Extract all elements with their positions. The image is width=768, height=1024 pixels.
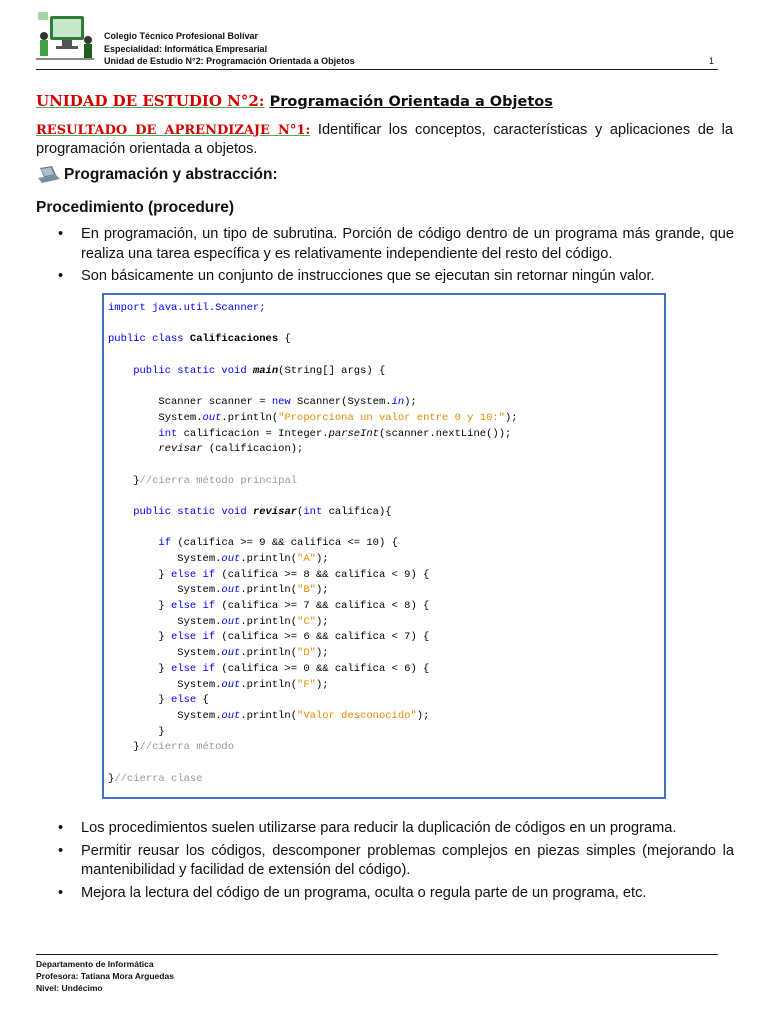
code-line: Scanner scanner = new Scanner(System.in);: [108, 396, 417, 409]
teacher: Profesora: Tatiana Mora Arguedas: [36, 971, 174, 981]
list-item: • Permitir reusar los códigos, descomponer problemas complejos en piezas simples (mejorando la mantenibilidad y facilidad de extensión del código).: [58, 842, 734, 881]
code-line: System.out.println("F");: [108, 678, 329, 691]
page-number: 1: [708, 56, 714, 66]
unit-name: Programación Orientada a Objetos: [269, 94, 553, 110]
code-line: }//cierra método principal: [108, 474, 298, 487]
code-line: [108, 458, 660, 474]
code-line: } else {: [108, 694, 209, 707]
code-line: [108, 379, 660, 395]
bullet-list-top: [58, 225, 734, 290]
code-line: System.out.println("B");: [108, 584, 329, 597]
code-line: [108, 317, 660, 333]
code-line: if (califica >= 9 && califica <= 10) {: [158, 537, 398, 550]
unit-title: [36, 92, 553, 110]
unit-label: UNIDAD DE ESTUDIO N°2:: [36, 92, 265, 110]
list-item: • Los procedimientos suelen utilizarse para reducir la duplicación de códigos en un programa.: [58, 819, 734, 839]
code-line: }//cierra método: [108, 741, 235, 754]
code-line: import java.util.Scanner;: [108, 302, 266, 314]
code-line: System.out.println("Valor desconocido");: [108, 709, 430, 722]
code-line: [108, 489, 660, 505]
code-block: [102, 293, 666, 799]
code-line: [108, 756, 660, 772]
header-text: [104, 30, 355, 68]
code-line: } else if (califica >= 0 && califica < 6) {: [108, 662, 430, 675]
outcome-text: Identificar los conceptos, características y aplicaciones de la programación orientada a objetos.: [36, 122, 733, 157]
students-computer-logo: [36, 10, 94, 66]
code-line: revisar (calificacion);: [158, 443, 304, 456]
page-header: [36, 10, 718, 70]
code-line: }//cierra clase: [108, 772, 203, 785]
outcome-label: RESULTADO DE APRENDIZAJE N°1:: [36, 123, 311, 138]
code-line: System.out.println("D");: [108, 647, 329, 660]
laptop-icon: [36, 166, 60, 184]
code-line: [108, 521, 660, 537]
section-heading: [36, 166, 278, 184]
learning-outcome: [36, 121, 733, 159]
code-line: [108, 348, 660, 364]
code-line: public static void revisar(int califica){: [108, 505, 392, 518]
code-line: }: [108, 725, 165, 738]
code-line: public class Calificaciones {: [108, 333, 291, 346]
code-line: System.out.println("C");: [108, 615, 329, 628]
code-line: int calificacion = Integer.parseInt(scanner.nextLine());: [158, 427, 512, 440]
code-line: public static void main(String[] args) {: [108, 364, 386, 377]
level: Nivel: Undécimo: [36, 983, 103, 993]
list-item: • En programación, un tipo de subrutina. Porción de código dentro de un programa más grande, que realiza una tarea específica y es relativamente independiente del resto del código.: [58, 225, 734, 264]
code-line: System.out.println("A");: [108, 553, 329, 565]
code-line: } else if (califica >= 8 && califica < 9) {: [108, 568, 430, 581]
bullet-list-bottom: [58, 819, 734, 906]
code-line: System.out.println("Proporciona un valor entre 0 y 10:");: [108, 411, 518, 424]
list-item: • Mejora la lectura del código de un programa, oculta o regula parte de un programa, etc.: [58, 884, 734, 904]
list-item: • Son básicamente un conjunto de instrucciones que se ejecutan sin retornar ningún valor.: [58, 267, 734, 287]
code-line: } else if (califica >= 6 && califica < 7) {: [108, 631, 430, 644]
school-name: Colegio Técnico Profesional Bolívar: [104, 31, 259, 41]
page-footer: [36, 954, 718, 994]
study-unit: Unidad de Estudio N°2: Programación Orientada a Objetos: [104, 56, 355, 66]
department: Departamento de Informática: [36, 959, 154, 969]
code-line: } else if (califica >= 7 && califica < 8) {: [108, 600, 430, 613]
section-title: Programación y abstracción:: [64, 166, 278, 183]
specialty: Especialidad: Informática Empresarial: [104, 43, 268, 54]
subsection-title: Procedimiento (procedure): [36, 199, 235, 216]
